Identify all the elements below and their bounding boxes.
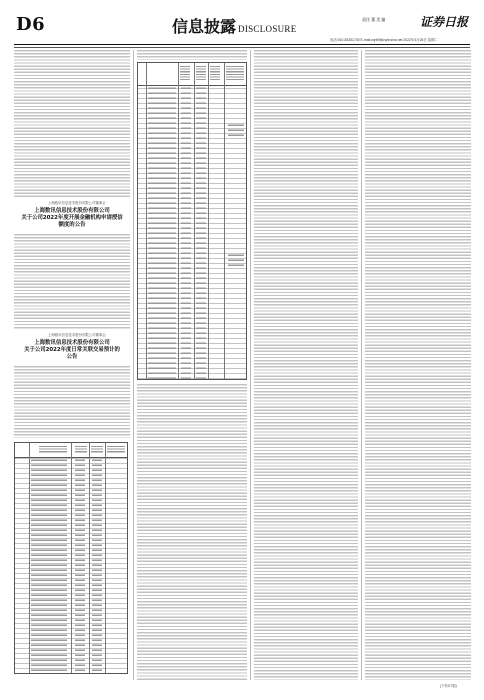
notice-title-line: 公告 xyxy=(66,354,78,360)
table-header xyxy=(138,63,246,86)
continued-note: (下转D7版) xyxy=(440,684,457,688)
body-text xyxy=(254,50,358,680)
masthead-rule xyxy=(14,44,470,45)
body-text xyxy=(137,50,247,60)
notice-title-line: 关于公司2022年度日常关联交易预计的 xyxy=(24,347,120,353)
page-number: D6 xyxy=(16,14,46,35)
column-3 xyxy=(254,50,358,680)
contact-line: 电话:010-83251730 E-mail:zqrb9@zqrb.sina.net 2022年4月26日 星期二 xyxy=(330,38,438,42)
column-4 xyxy=(365,50,471,680)
related-party-table xyxy=(137,62,247,380)
section-title-cn: 信息披露 xyxy=(172,17,237,36)
section-title-en: DISCLOSURE xyxy=(238,24,297,34)
column-1 xyxy=(14,50,130,680)
notice-title-line: 额度的公告 xyxy=(58,222,86,228)
body-text xyxy=(137,384,247,680)
notice-title-line: 关于公司2022年度开展金融机构申请授信 xyxy=(21,215,123,221)
transaction-table xyxy=(14,442,128,674)
body-text xyxy=(365,50,471,680)
notice-title-2 xyxy=(14,340,130,361)
body-text xyxy=(14,234,130,330)
newspaper-logo: 证券日报 xyxy=(420,15,469,29)
column-2 xyxy=(137,50,247,680)
body-text xyxy=(14,366,130,438)
notice-sign: 上海数讯信息技术股份有限公司董事会 xyxy=(48,201,106,205)
notice-title-line: 上海数讯信息技术股份有限公司 xyxy=(34,340,110,346)
editor-line: 责任 董 美 编 xyxy=(362,17,386,22)
notice-title-1 xyxy=(14,208,130,229)
section-title xyxy=(172,14,297,37)
notice-sign: 上海数讯信息技术股份有限公司董事会 xyxy=(48,333,106,337)
masthead xyxy=(0,0,484,44)
body-text xyxy=(14,50,130,198)
notice-title-line: 上海数讯信息技术股份有限公司 xyxy=(34,208,110,214)
